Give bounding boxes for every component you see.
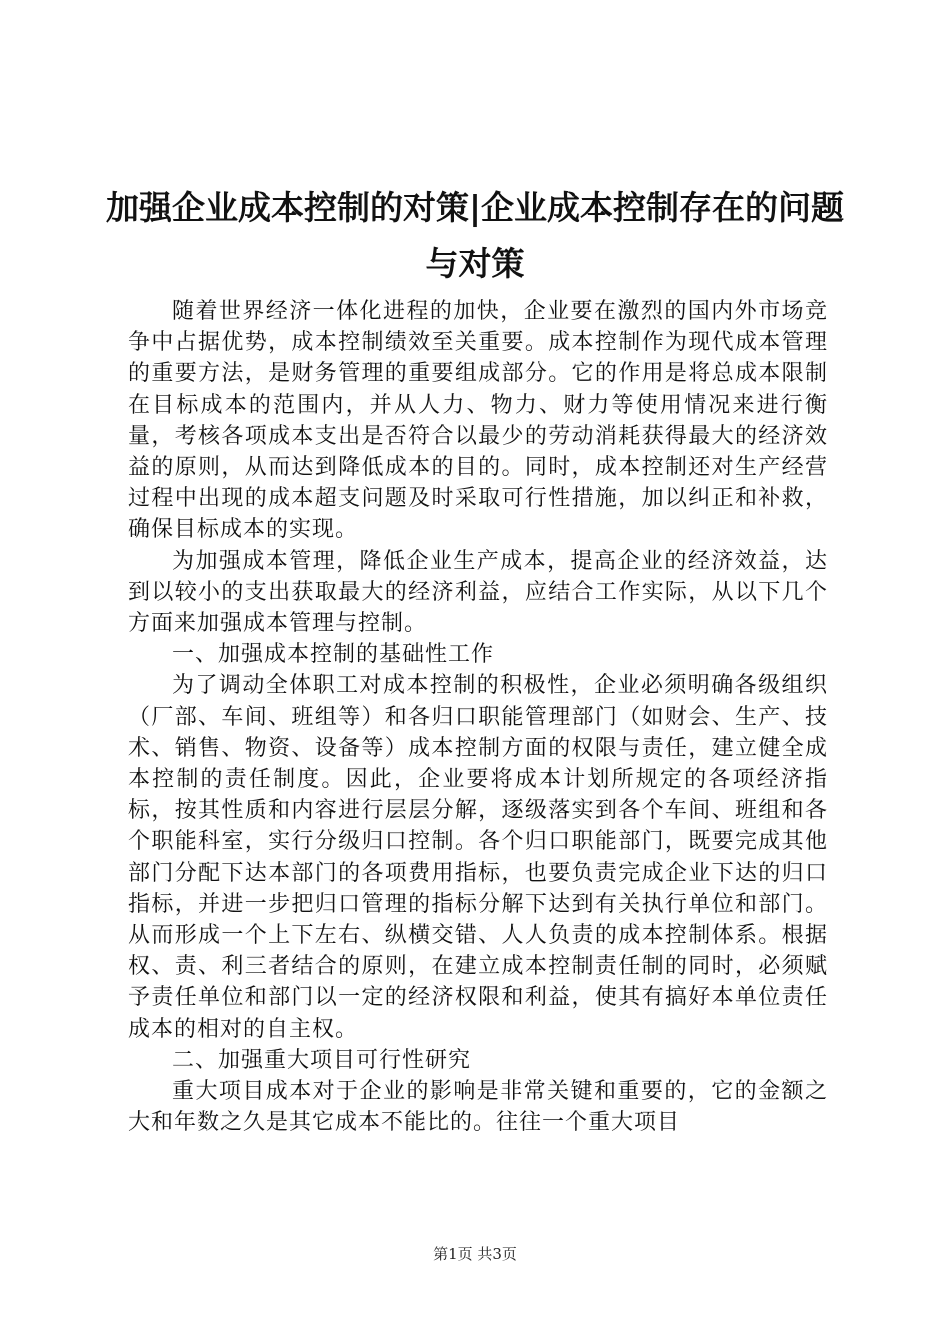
paragraph: 随着世界经济一体化进程的加快，企业要在激烈的国内外市场竞争中占据优势，成本控制绩效至关重要。成本控制作为现代成本管理的重要方法，是财务管理的重要组成部分。它的作用是将总成本限制在目标成本的范围内，并从人力、物力、财力等使用情况来进行衡量，考核各项成本支出是否符合以最少的劳动消耗获得最大的经济效益的原则，从而达到降低成本的目的。同时，成本控制还对生产经营过程中出现的成本超支问题及时采取可行性措施，加以纠正和补救，确保目标成本的实现。 — [128, 299, 828, 543]
page-footer: 第1页 共3页 — [433, 1245, 517, 1263]
section-heading: 二、加强重大项目可行性研究 — [172, 1047, 472, 1073]
document-title: 加强企业成本控制的对策|企业成本控制存在的问题与对策 — [105, 188, 845, 283]
paragraph: 重大项目成本对于企业的影响是非常关键和重要的，它的金额之大和年数之久是其它成本不能比的。往往一个重大项目 — [128, 1079, 828, 1136]
document-body — [128, 296, 828, 1138]
paragraph: 为了调动全体职工对成本控制的积极性，企业必须明确各级组织（厂部、车间、班组等）和各归口职能管理部门（如财会、生产、技术、销售、物资、设备等）成本控制方面的权限与责任，建立健全成本控制的责任制度。因此，企业要将成本计划所规定的各项经济指标，按其性质和内容进行层层分解，逐级落实到各个车间、班组和各个职能科室，实行分级归口控制。各个归口职能部门，既要完成其他部门分配下达本部门的各项费用指标，也要负责完成企业下达的归口指标，并进一步把归口管理的指标分解下达到有关执行单位和部门。从而形成一个上下左右、纵横交错、人人负责的成本控制体系。根据权、责、利三者结合的原则，在建立成本控制责任制的同时，必须赋予责任单位和部门以一定的经济权限和利益，使其有搞好本单位责任成本的相对的自主权。 — [128, 673, 828, 1042]
section-heading: 一、加强成本控制的基础性工作 — [172, 642, 495, 668]
paragraph: 为加强成本管理，降低企业生产成本，提高企业的经济效益，达到以较小的支出获取最大的经济利益，应结合工作实际，从以下几个方面来加强成本管理与控制。 — [128, 548, 828, 637]
